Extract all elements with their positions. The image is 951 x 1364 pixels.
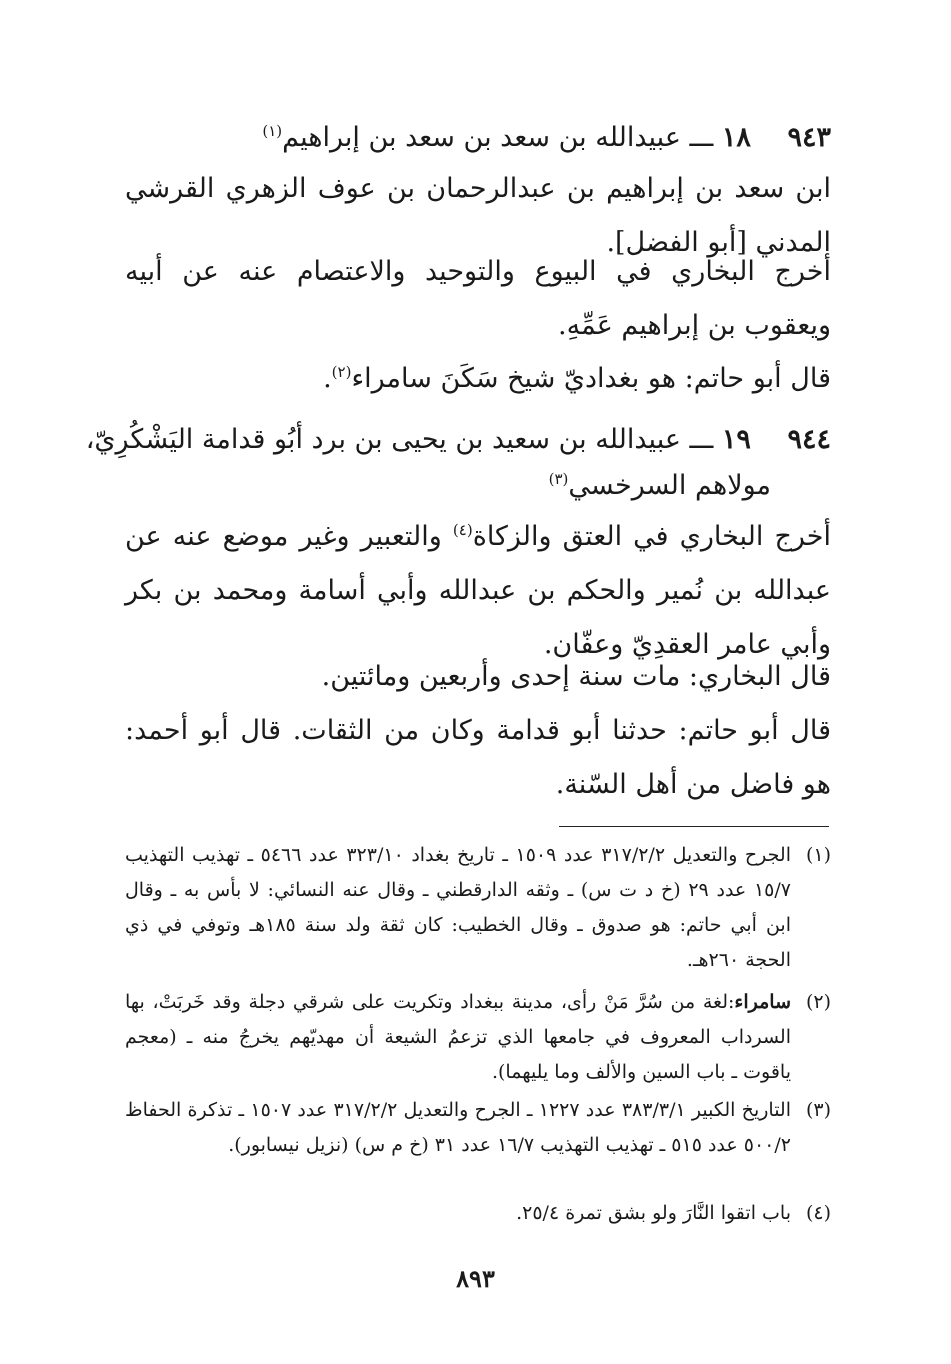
footnote-4 xyxy=(125,1196,831,1231)
entry-name: عبيدالله بن سعد بن سعد بن إبراهيم xyxy=(282,122,681,153)
footnote-separator xyxy=(559,826,829,827)
quote-text: قال أبو حاتم: هو بغداديّ شيخ سَكَنَ سامراء xyxy=(351,363,831,394)
entry-number: ٩٤٤ xyxy=(787,424,831,455)
narration-rest: والتعبير وغير موضع عنه عن عبدالله بن نُمير والحكم بن عبدالله وأبي أسامة ومحمد بن بكر وأبي عامر العقدِيّ وعفّان. xyxy=(125,521,831,660)
footnote-ref: (٢) xyxy=(331,363,352,381)
entry-seq: ١٨ xyxy=(721,122,751,153)
entry-name: عبيدالله بن سعيد بن يحيى بن برد أبُو قدامة اليَشْكُرِيّ، xyxy=(85,424,681,455)
footnote-3 xyxy=(125,1093,831,1163)
entry-943-lineage: ابن سعد بن إبراهيم بن عبدالرحمان بن عوف الزهري القرشي المدني [أبو الفضل]. xyxy=(125,173,831,258)
footnote-1 xyxy=(125,838,831,978)
footnote-2 xyxy=(125,985,831,1090)
entry-number: ٩٤٣ xyxy=(787,122,831,153)
entry-seq: ١٩ xyxy=(721,424,751,455)
quote-end: . xyxy=(323,363,332,394)
entry-943-narration: أخرج البخاري في البيوع والتوحيد والاعتصام عنه عن أبيه ويعقوب بن إبراهيم عَمِّهِ. xyxy=(125,256,831,341)
entry-944-heading xyxy=(85,420,831,460)
entry-name-line2: مولاهم السرخسي xyxy=(568,470,771,501)
entry-943-quote xyxy=(125,352,831,406)
footnote-ref: (٤) xyxy=(452,521,473,539)
footnote-text-wrap xyxy=(125,985,791,1090)
footnote-number: (٣) xyxy=(805,1099,831,1121)
entry-944-heading-line2 xyxy=(120,466,771,506)
footnote-keyword: سامراء xyxy=(734,991,791,1013)
footnote-number: (٢) xyxy=(805,991,831,1013)
entry-943-heading xyxy=(120,118,831,158)
footnote-ref: (٣) xyxy=(548,470,569,488)
footnote-number: (٤) xyxy=(805,1202,831,1224)
entry-dash: ـــ xyxy=(689,424,714,455)
entry-944-narration xyxy=(125,510,831,672)
footnote-text: الجرح والتعديل ٣١٧/٢/٢ عدد ١٥٠٩ ـ تاريخ بغداد ٣٢٣/١٠ عدد ٥٤٦٦ ـ تهذيب التهذيب ١٥/٧ عدد ٢٩ (خ د ت س) ـ وثقه الدارقطني ـ وقال عنه النسائي: لا بأس به ـ وقال ابن أبي حاتم: هو صدوق ـ وقال الخطيب: كان ثقة ولد سنة ١٨٥هـ وتوفي في ذي الحجة ٢٦٠هـ. xyxy=(125,844,792,971)
footnote-text: باب اتقوا النَّارَ ولو بشق تمرة ٢٥/٤. xyxy=(516,1202,791,1224)
entry-dash: ـــ xyxy=(689,122,714,153)
footnote-text: التاريخ الكبير ٣٨٣/٣/١ عدد ١٢٢٧ ـ الجرح والتعديل ٣١٧/٢/٢ عدد ١٥٠٧ ـ تذكرة الحفاظ ٥٠٠/٢ عدد ٥١٥ ـ تهذيب التهذيب ١٦/٧ عدد ٣١ (خ م س) (نزيل نيسابور). xyxy=(125,1099,791,1156)
page-number: ٨٩٣ xyxy=(456,1264,495,1293)
entry-944-quote-bukhari: قال البخاري: مات سنة إحدى وأربعين ومائتين. xyxy=(321,661,831,692)
footnote-number: (١) xyxy=(805,844,831,866)
footnote-ref: (١) xyxy=(262,122,283,140)
entry-944-quote-abuhatim: قال أبو حاتم: حدثنا أبو قدامة وكان من الثقات. قال أبو أحمد: هو فاضل من أهل السّنة. xyxy=(125,715,831,800)
footnote-text: :لغة من سُرَّ مَنْ رأى، مدينة ببغداد وتكريت على شرقي دجلة وقد خَربَتْ، بها السرداب المعروف في جامعها الذي تزعمُ الشيعة أن مهديّهم يخرجُ منه ـ (معجم ياقوت ـ باب السين والألف وما يليهما). xyxy=(125,991,791,1083)
narration-start: أخرج البخاري في العتق والزكاة xyxy=(472,521,831,552)
